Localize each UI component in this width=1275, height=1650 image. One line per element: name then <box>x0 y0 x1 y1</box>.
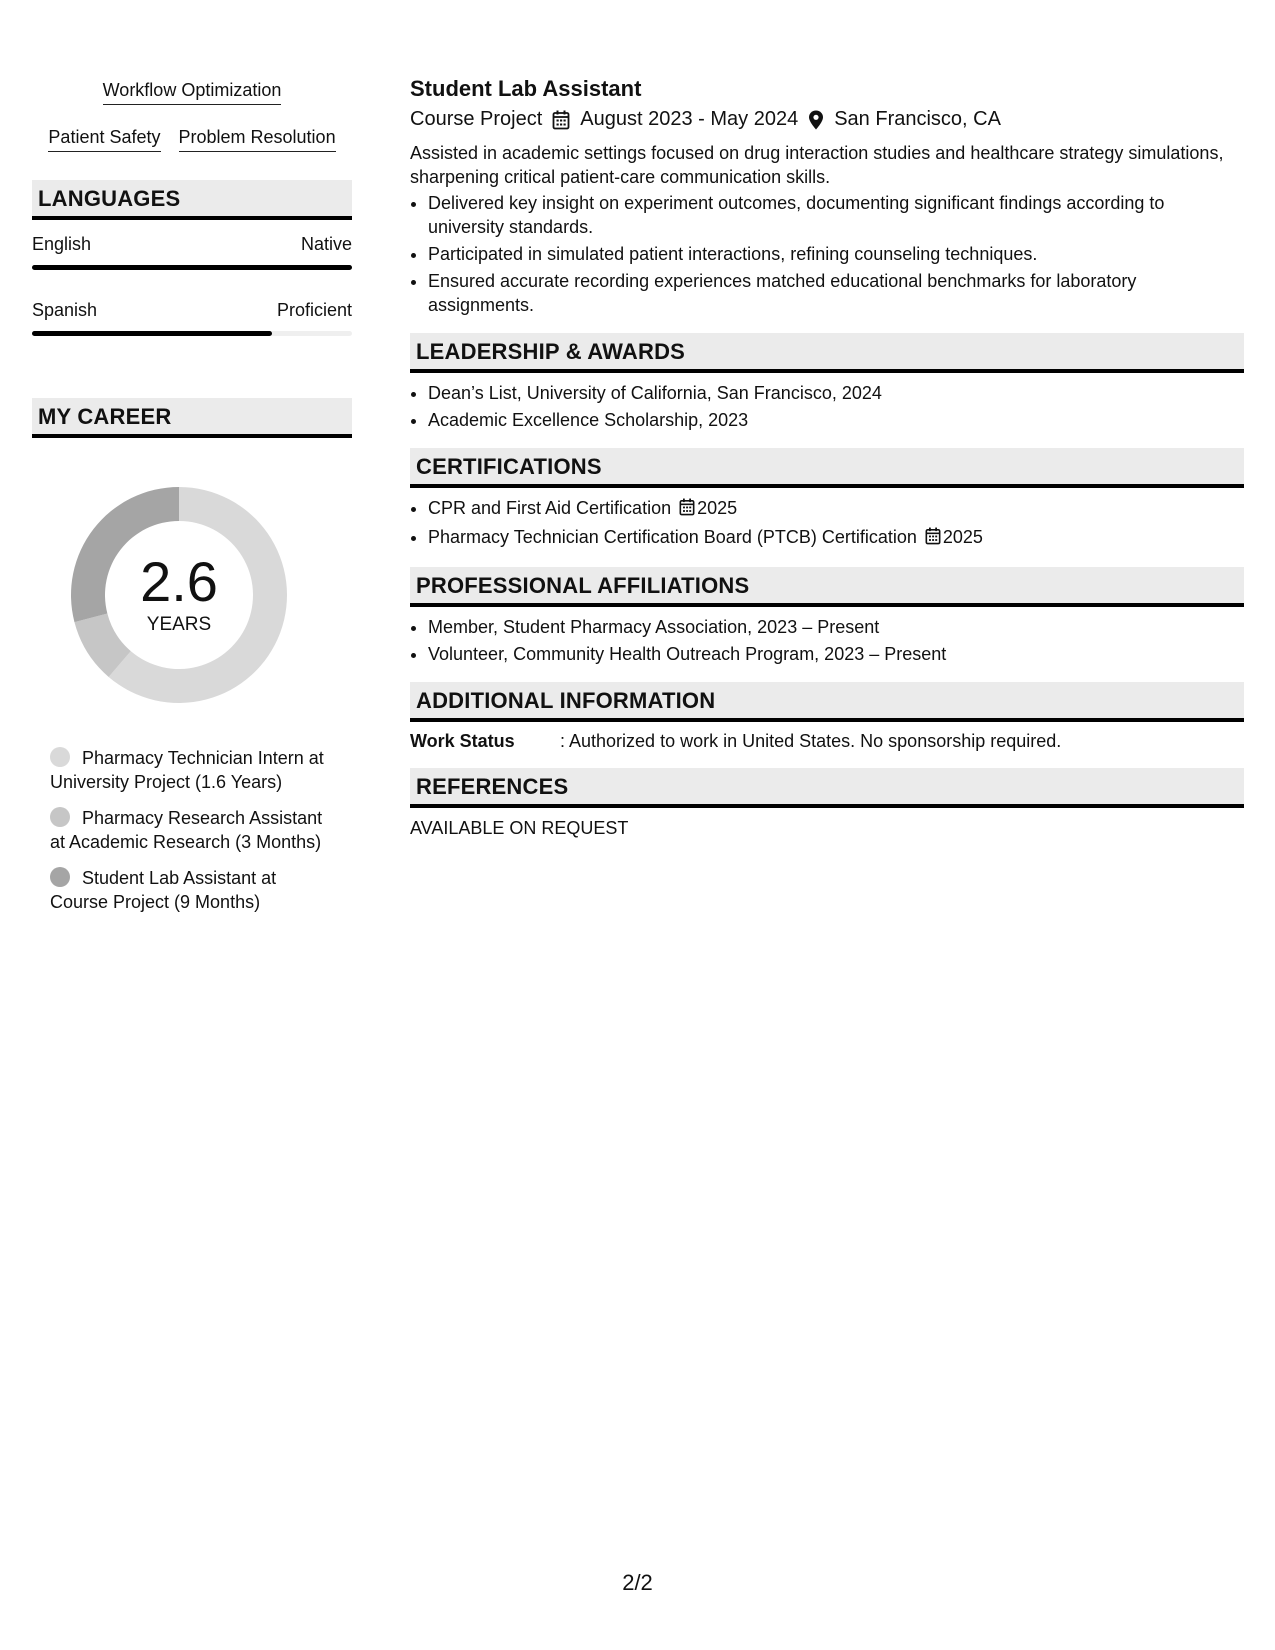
language-bar-fill <box>32 265 352 270</box>
additional-section <box>410 682 1244 752</box>
legend-dot-icon <box>50 867 70 887</box>
legend-item <box>50 746 330 794</box>
language-bar-fill <box>32 331 272 336</box>
language-name: Spanish <box>32 300 98 320</box>
job-bullet: • Ensured accurate recording experiences matched educational benchmarks for laboratory assignments. <box>428 269 1244 317</box>
language-item <box>32 300 352 336</box>
left-column <box>32 80 352 926</box>
legend-label: Student Lab Assistant at Course Project (9 Months) <box>50 868 277 912</box>
job-bullet: • Delivered key insight on experiment outcomes, documenting significant findings according to university standards. <box>428 191 1244 239</box>
job-bullets <box>410 191 1244 317</box>
job-title: Student Lab Assistant <box>410 76 642 101</box>
work-status-row <box>410 731 1244 752</box>
languages-heading: LANGUAGES <box>32 180 352 220</box>
affiliations-heading: PROFESSIONAL AFFILIATIONS <box>410 567 1244 607</box>
skills-row <box>32 80 352 105</box>
language-name: English <box>32 234 92 254</box>
skill-tag: Workflow Optimization <box>103 80 282 105</box>
career-donut-chart <box>64 480 294 710</box>
skills-row <box>32 127 352 152</box>
career-heading: MY CAREER <box>32 398 352 438</box>
certification-year: 2025 <box>942 527 983 547</box>
affiliation-item: • Volunteer, Community Health Outreach Program, 2023 – Present <box>428 642 1244 666</box>
certification-name: Pharmacy Technician Certification Board (PTCB) Certification <box>428 527 917 547</box>
calendar-icon <box>925 527 941 551</box>
certification-year: 2025 <box>697 498 738 518</box>
location-pin-icon <box>808 110 824 130</box>
references-section <box>410 768 1244 839</box>
work-status-value: : Authorized to work in United States. No sponsorship required. <box>560 731 1062 751</box>
skill-tag: Problem Resolution <box>179 127 336 152</box>
calendar-icon <box>552 110 570 130</box>
language-level: Proficient <box>276 300 352 320</box>
awards-heading: LEADERSHIP & AWARDS <box>410 333 1244 373</box>
language-level: Native <box>300 234 352 254</box>
job-bullet: • Participated in simulated patient interactions, refining counseling techniques. <box>428 242 1244 266</box>
certifications-heading: CERTIFICATIONS <box>410 448 1244 488</box>
page-number: 2/2 <box>622 1570 653 1595</box>
language-item <box>32 234 352 270</box>
language-bar <box>32 265 352 270</box>
affiliation-item: • Member, Student Pharmacy Association, 2023 – Present <box>428 615 1244 639</box>
award-item: • Academic Excellence Scholarship, 2023 <box>428 408 1244 432</box>
legend-label: Pharmacy Technician Intern at University Project (1.6 Years) <box>50 748 324 792</box>
right-column <box>410 76 1244 839</box>
certification-name: CPR and First Aid Certification <box>428 498 672 518</box>
references-heading: REFERENCES <box>410 768 1244 808</box>
legend-item <box>50 806 330 854</box>
legend-item <box>50 866 330 914</box>
career-total: 2.6 <box>140 550 218 613</box>
legend-dot-icon <box>50 747 70 767</box>
certification-item <box>428 525 1244 551</box>
job-company: Course Project <box>410 108 543 130</box>
language-bar <box>32 331 352 336</box>
references-text: AVAILABLE ON REQUEST <box>410 818 629 838</box>
certification-item <box>428 496 1244 522</box>
legend-dot-icon <box>50 807 70 827</box>
career-unit: YEARS <box>146 614 212 635</box>
career-legend <box>50 746 330 914</box>
job-summary: Assisted in academic settings focused on drug interaction studies and healthcare strategy simulations, sharpening critical patient-care communication skills. <box>410 143 1224 187</box>
award-item: • Dean’s List, University of California, San Francisco, 2024 <box>428 381 1244 405</box>
affiliations-section <box>410 567 1244 666</box>
awards-section <box>410 333 1244 432</box>
work-status-label: Work Status <box>410 731 515 751</box>
job-dates: August 2023 - May 2024 <box>580 108 799 130</box>
skill-tag: Patient Safety <box>48 127 160 152</box>
calendar-icon <box>679 498 695 522</box>
job-location: San Francisco, CA <box>834 108 1001 130</box>
certifications-section <box>410 448 1244 551</box>
legend-label: Pharmacy Research Assistant at Academic Research (3 Months) <box>50 808 323 852</box>
job-meta <box>410 108 1244 131</box>
additional-heading: ADDITIONAL INFORMATION <box>410 682 1244 722</box>
